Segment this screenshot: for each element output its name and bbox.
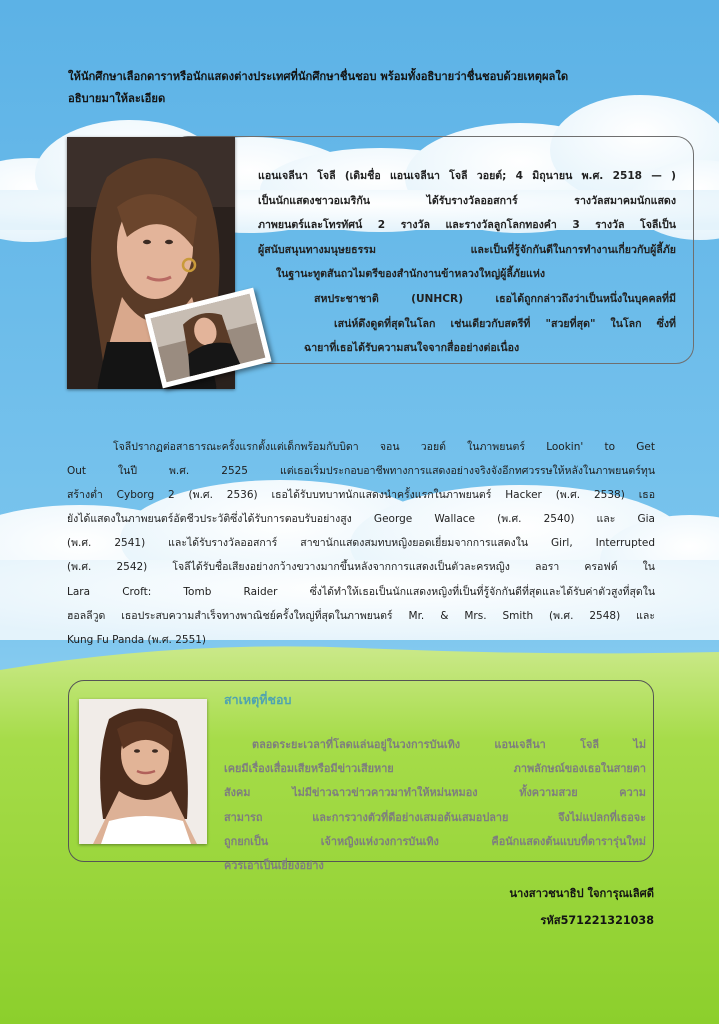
bio-line: ในฐานะทูตสันถวไมตรีของสำนักงานข้าหลวงใหญ่ผู้ลี้ภัยแห่ง <box>276 268 546 281</box>
reason-text <box>224 733 646 878</box>
reason-line: สามารถ และการวางตัวที่ดีอย่างเสมอต้นเสมอปลาย จึงไม่แปลกที่เธอจะ <box>224 810 646 824</box>
paragraph-line: (พ.ศ. 2542) โจลีได้รับชื่อเสียงอย่างกว้างขวางมากขึ้นหลังจากการแสดงเป็นตัวละครหญิง ลอรา ครอฟต์ ใน <box>67 561 655 574</box>
instruction <box>68 66 688 110</box>
reason-line: ควรเอาเป็นเยี่ยงอย่าง <box>224 859 324 873</box>
bio-line: แอนเจลีนา โจลี (เดิมชื่อ แอนเจลีนา โจลี วอยต์; 4 มิถุนายน พ.ศ. 2518 — ) <box>258 170 676 182</box>
paragraph-line: ฮอลลีวูด เธอประสบความสำเร็จทางพาณิชย์ครั้งใหญ่ที่สุดในภาพยนตร์ Mr. & Mrs. Smith (พ.ศ. 2548) และ <box>67 609 655 622</box>
bio-line: เป็นนักแสดงชาวอเมริกัน ได้รับรางวัลออสการ์ รางวัลสมาคมนักแสดง <box>258 194 676 207</box>
reason-photo <box>79 699 207 844</box>
paragraph-line: Lara Croft: Tomb Raider ซึ่งได้ทำให้เธอเป็นนักแสดงหญิงที่เป็นที่รู้จักกันดีที่สุดและได้รับค่าตัวสูงที่สุดใน <box>67 585 655 598</box>
instruction-line-2: อธิบายมาให้ละเอียด <box>68 92 166 105</box>
bio-text <box>258 164 676 361</box>
bio-line: ภาพยนตร์และโทรทัศน์ 2 รางวัล และรางวัลลูกโลกทองคำ 3 รางวัล โจลีเป็น <box>258 219 676 232</box>
reason-line: สังคม ไม่มีข่าวฉาวข่าวคาวมาทำให้หม่นหมอง ทั้งความสวย ความ <box>224 786 646 800</box>
paragraph-line: Kung Fu Panda (พ.ศ. 2551) <box>67 633 207 646</box>
reason-line: เคยมีเรื่องเสื่อมเสียหรือมีข่าวเสียหาย ภาพลักษณ์ของเธอในสายตา <box>224 762 646 776</box>
paragraph-line: สร้างต่ำ Cyborg 2 (พ.ศ. 2536) เธอได้รับบทบาทนักแสดงนำครั้งแรกในภาพยนตร์ Hacker (พ.ศ. 2538) เธอ <box>67 489 655 502</box>
instruction-line-1: ให้นักศึกษาเลือกดาราหรือนักแสดงต่างประเทศที่นักศึกษาชื่นชอบ พร้อมทั้งอธิบายว่าชื่นชอบด้วยเหตุผลใด <box>68 70 569 83</box>
signature <box>509 880 654 934</box>
paragraph-line: (พ.ศ. 2541) และได้รับรางวัลออสการ์ สาขานักแสดงสมทบหญิงยอดเยี่ยมจากการแสดงใน Girl, Interrupted <box>67 537 655 550</box>
reason-line: ถูกยกเป็น เจ้าหญิงแห่งวงการบันเทิง คือนักแสดงต้นแบบที่ดารารุ่นใหม่ <box>224 834 646 848</box>
career-paragraph <box>67 435 655 652</box>
reason-title: สาเหตุที่ชอบ <box>224 692 292 707</box>
student-name: นางสาวชนาธิป ใจการุณเลิศดี <box>509 887 654 900</box>
bio-line: สหประชาชาติ (UNHCR) เธอได้ถูกกล่าวถึงว่าเป็นหนึ่งในบุคคลที่มี <box>314 292 676 305</box>
paragraph-line: Out ในปี พ.ศ. 2525 แต่เธอเริ่มประกอบอาชีพทางการแสดงอย่างจริงจังอีกทศวรรษให้หลังในภาพยนตร์ทุน <box>67 465 655 478</box>
paragraph-line: โจลีปรากฏต่อสาธารณะครั้งแรกตั้งแต่เด็กพร้อมกับบิดา จอน วอยต์ ในภาพยนตร์ Lookin' to Get <box>113 441 655 453</box>
paragraph-line: ยังได้แสดงในภาพยนตร์อัตชีวประวัติซึ่งได้รับการตอบรับอย่างสูง George Wallace (พ.ศ. 2540) และ Gia <box>67 513 655 526</box>
reason-line: ตลอดระยะเวลาที่โลดแล่นอยู่ในวงการบันเทิง แอนเจลีนา โจลี ไม่ <box>252 738 646 751</box>
bio-line: ฉายาที่เธอได้รับความสนใจจากสื่ออย่างต่อเนื่อง <box>304 342 520 355</box>
bio-line: ผู้สนับสนุนทางมนุษยธรรม และเป็นที่รู้จักกันดีในการทำงานเกี่ยวกับผู้ลี้ภัย <box>258 243 676 256</box>
bio-line: เสน่ห์ดึงดูดที่สุดในโลก เช่นเดียวกับสตรีที่ "สวยที่สุด" ในโลก ซึ่งที่ <box>334 317 676 330</box>
student-id: รหัส571221321038 <box>540 914 654 927</box>
